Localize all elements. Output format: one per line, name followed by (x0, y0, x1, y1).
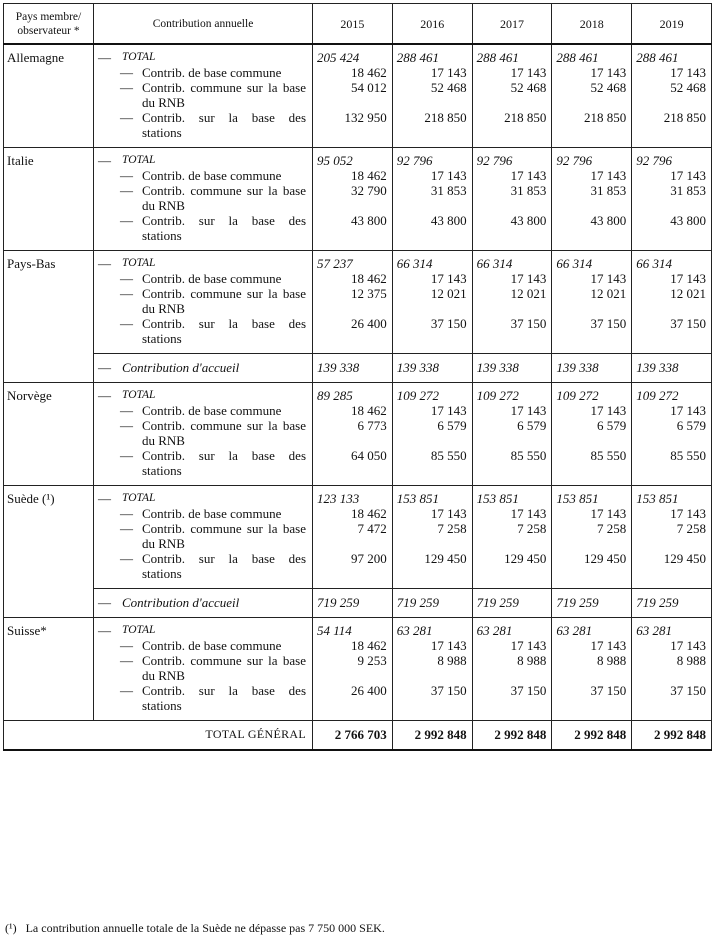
grand-total-cell: 2 766 703 (313, 721, 393, 751)
table-cell: 43 800 (313, 213, 393, 251)
row-label (94, 44, 313, 65)
row-label-wrap (94, 595, 312, 610)
table-cell: 17 143 (472, 403, 552, 418)
table-cell: 8 988 (552, 653, 632, 683)
row-label-text: TOTAL (122, 257, 156, 269)
table-cell: 218 850 (392, 110, 472, 148)
table-cell: 218 850 (472, 110, 552, 148)
header-row (4, 4, 712, 45)
row-label-wrap (94, 623, 312, 638)
table-cell: 92 796 (472, 148, 552, 169)
table-row (4, 418, 712, 448)
table-cell: 153 851 (472, 486, 552, 507)
table-row (4, 618, 712, 639)
table-cell: 37 150 (552, 683, 632, 721)
row-label-wrap (94, 183, 312, 213)
table-cell: 12 021 (392, 286, 472, 316)
row-label-text: TOTAL (122, 624, 156, 636)
row-label (94, 354, 313, 383)
table-cell: 17 143 (472, 506, 552, 521)
row-label-wrap (94, 418, 312, 448)
table-cell: 31 853 (632, 183, 712, 213)
table-cell: 63 281 (472, 618, 552, 639)
table-cell: 18 462 (313, 638, 393, 653)
table-row (4, 286, 712, 316)
table-cell: 17 143 (392, 638, 472, 653)
dash-mark: — (120, 653, 133, 668)
row-label-wrap (94, 388, 312, 403)
table-cell: 85 550 (392, 448, 472, 486)
table-cell: 7 258 (472, 521, 552, 551)
table-cell: 129 450 (632, 551, 712, 589)
table-cell: 37 150 (472, 683, 552, 721)
table-cell: 92 796 (632, 148, 712, 169)
table-cell: 43 800 (472, 213, 552, 251)
row-label-text: Contrib. sur la base des stations (142, 448, 306, 478)
header-contribution: Contribution annuelle (94, 4, 313, 45)
table-row (4, 110, 712, 148)
table-cell: 32 790 (313, 183, 393, 213)
table-row (4, 589, 712, 618)
table-cell: 66 314 (472, 251, 552, 272)
table-cell: 52 468 (472, 80, 552, 110)
row-label-text: Contrib. sur la base des stations (142, 683, 306, 713)
table-cell: 66 314 (392, 251, 472, 272)
table-cell: 85 550 (632, 448, 712, 486)
dash-mark: — (120, 683, 133, 698)
footnote (5, 921, 385, 936)
table-cell: 153 851 (552, 486, 632, 507)
row-label-text: Contrib. de base commune (142, 403, 282, 418)
table-cell: 17 143 (472, 65, 552, 80)
row-label (94, 448, 313, 486)
row-label-text: Contribution d'accueil (122, 595, 240, 610)
row-label-wrap (94, 271, 312, 286)
table-cell: 54 012 (313, 80, 393, 110)
dash-mark: — (120, 65, 133, 80)
grand-total-label: TOTAL GÉNÉRAL (4, 721, 313, 751)
row-label-text: Contrib. de base commune (142, 65, 282, 80)
row-label-wrap (94, 50, 312, 65)
table-cell: 288 461 (392, 44, 472, 65)
table-cell: 37 150 (632, 683, 712, 721)
header-year: 2017 (472, 4, 552, 45)
grand-total-cell: 2 992 848 (632, 721, 712, 751)
table-row (4, 251, 712, 272)
row-label (94, 383, 313, 404)
dash-mark: — (120, 316, 133, 331)
table-cell: 8 988 (472, 653, 552, 683)
table-cell: 6 579 (552, 418, 632, 448)
table-cell: 17 143 (552, 271, 632, 286)
table-cell: 17 143 (552, 65, 632, 80)
table-cell: 37 150 (552, 316, 632, 354)
dash-mark: — (120, 551, 133, 566)
table-cell: 6 773 (313, 418, 393, 448)
dash-mark: — (98, 256, 111, 271)
row-label-text: Contrib. de base commune (142, 638, 282, 653)
contribution-table (3, 3, 712, 751)
dash-mark: — (120, 448, 133, 463)
row-label-text: Contrib. de base commune (142, 506, 282, 521)
table-cell: 129 450 (472, 551, 552, 589)
table-cell: 12 021 (632, 286, 712, 316)
table-row (4, 354, 712, 383)
dash-mark: — (98, 388, 111, 403)
row-label-text: Contrib. commune sur la base du RNB (142, 183, 306, 213)
table-cell: 26 400 (313, 316, 393, 354)
table-cell: 17 143 (392, 506, 472, 521)
table-row (4, 403, 712, 418)
grand-total-row (4, 721, 712, 751)
table-row (4, 80, 712, 110)
table-cell: 43 800 (552, 213, 632, 251)
row-label-text: Contrib. de base commune (142, 168, 282, 183)
table-cell: 12 021 (472, 286, 552, 316)
row-label-text: Contrib. sur la base des stations (142, 551, 306, 581)
table-cell: 288 461 (632, 44, 712, 65)
row-label-wrap (94, 360, 312, 375)
table-cell: 92 796 (552, 148, 632, 169)
table-cell: 7 258 (552, 521, 632, 551)
row-label (94, 286, 313, 316)
row-label-text: TOTAL (122, 154, 156, 166)
row-label-text: Contrib. commune sur la base du RNB (142, 80, 306, 110)
table-cell: 132 950 (313, 110, 393, 148)
table-cell: 153 851 (632, 486, 712, 507)
table-cell: 719 259 (392, 589, 472, 618)
table-cell: 54 114 (313, 618, 393, 639)
table-cell: 17 143 (392, 403, 472, 418)
dash-mark: — (120, 286, 133, 301)
row-label-text: TOTAL (122, 492, 156, 504)
footnote-marker: (¹) (5, 921, 17, 935)
table-cell: 129 450 (392, 551, 472, 589)
row-label-wrap (94, 256, 312, 271)
row-label-wrap (94, 110, 312, 140)
table-cell: 8 988 (392, 653, 472, 683)
row-label (94, 403, 313, 418)
table-cell: 139 338 (632, 354, 712, 383)
table-row (4, 638, 712, 653)
table-cell: 52 468 (392, 80, 472, 110)
footnote-text: La contribution annuelle totale de la Suède ne dépasse pas 7 750 000 SEK. (25, 921, 385, 935)
dash-mark: — (120, 403, 133, 418)
table-row (4, 148, 712, 169)
table-cell: 109 272 (392, 383, 472, 404)
row-label-text: Contrib. de base commune (142, 271, 282, 286)
table-row (4, 168, 712, 183)
table-cell: 17 143 (392, 168, 472, 183)
table-cell: 18 462 (313, 65, 393, 80)
country-name: Suisse* (4, 618, 94, 721)
dash-mark: — (120, 271, 133, 286)
row-label (94, 551, 313, 589)
table-cell: 719 259 (632, 589, 712, 618)
row-label (94, 653, 313, 683)
table-cell: 37 150 (472, 316, 552, 354)
row-label-text: TOTAL (122, 389, 156, 401)
grand-total-cell: 2 992 848 (392, 721, 472, 751)
table-cell: 7 258 (392, 521, 472, 551)
table-cell: 63 281 (392, 618, 472, 639)
row-label-text: Contrib. commune sur la base du RNB (142, 286, 306, 316)
header-year: 2019 (632, 4, 712, 45)
table-cell: 218 850 (632, 110, 712, 148)
table-cell: 109 272 (632, 383, 712, 404)
table-cell: 31 853 (552, 183, 632, 213)
row-label (94, 168, 313, 183)
table-cell: 17 143 (472, 638, 552, 653)
table-row (4, 448, 712, 486)
table-row (4, 506, 712, 521)
row-label-wrap (94, 638, 312, 653)
row-label-wrap (94, 403, 312, 418)
row-label-wrap (94, 683, 312, 713)
table-cell: 43 800 (392, 213, 472, 251)
table-cell: 17 143 (392, 271, 472, 286)
row-label (94, 521, 313, 551)
table-cell: 9 253 (313, 653, 393, 683)
table-cell: 64 050 (313, 448, 393, 486)
table-row (4, 271, 712, 286)
row-label-wrap (94, 521, 312, 551)
header-year: 2018 (552, 4, 632, 45)
table-cell: 109 272 (552, 383, 632, 404)
dash-mark: — (120, 183, 133, 198)
country-name: Suède (¹) (4, 486, 94, 618)
table-cell: 205 424 (313, 44, 393, 65)
table-cell: 719 259 (472, 589, 552, 618)
table-cell: 6 579 (632, 418, 712, 448)
row-label (94, 251, 313, 272)
table-cell: 17 143 (632, 168, 712, 183)
table-cell: 31 853 (472, 183, 552, 213)
table-cell: 85 550 (472, 448, 552, 486)
row-label (94, 80, 313, 110)
row-label-wrap (94, 653, 312, 683)
table-cell: 139 338 (552, 354, 632, 383)
table-cell: 52 468 (552, 80, 632, 110)
table-cell: 17 143 (392, 65, 472, 80)
table-row (4, 551, 712, 589)
table-cell: 63 281 (632, 618, 712, 639)
table-cell: 66 314 (552, 251, 632, 272)
table-cell: 37 150 (392, 683, 472, 721)
row-label (94, 316, 313, 354)
row-label (94, 110, 313, 148)
table-cell: 218 850 (552, 110, 632, 148)
dash-mark: — (98, 360, 111, 375)
table-cell: 37 150 (632, 316, 712, 354)
row-label-wrap (94, 80, 312, 110)
row-label (94, 148, 313, 169)
table-cell: 97 200 (313, 551, 393, 589)
table-cell: 17 143 (552, 168, 632, 183)
row-label (94, 683, 313, 721)
table-cell: 17 143 (632, 65, 712, 80)
table-cell: 95 052 (313, 148, 393, 169)
table-cell: 92 796 (392, 148, 472, 169)
row-label-text: Contrib. sur la base des stations (142, 110, 306, 140)
row-label-wrap (94, 65, 312, 80)
table-row (4, 44, 712, 65)
row-label (94, 271, 313, 286)
dash-mark: — (120, 213, 133, 228)
row-label-wrap (94, 491, 312, 506)
table-cell: 17 143 (472, 168, 552, 183)
row-label (94, 418, 313, 448)
row-label-wrap (94, 316, 312, 346)
table-row (4, 316, 712, 354)
table-cell: 17 143 (552, 403, 632, 418)
row-label (94, 65, 313, 80)
row-label (94, 638, 313, 653)
table-cell: 139 338 (472, 354, 552, 383)
table-body (4, 44, 712, 750)
dash-mark: — (98, 491, 111, 506)
row-label (94, 618, 313, 639)
table-cell: 8 988 (632, 653, 712, 683)
table-cell: 26 400 (313, 683, 393, 721)
header-year: 2015 (313, 4, 393, 45)
table-cell: 719 259 (552, 589, 632, 618)
row-label-text: Contribution d'accueil (122, 360, 240, 375)
row-label-wrap (94, 448, 312, 478)
table-cell: 153 851 (392, 486, 472, 507)
dash-mark: — (98, 153, 111, 168)
grand-total-cell: 2 992 848 (552, 721, 632, 751)
table-row (4, 183, 712, 213)
table-row (4, 65, 712, 80)
row-label-wrap (94, 153, 312, 168)
table-row (4, 486, 712, 507)
header-year: 2016 (392, 4, 472, 45)
table-cell: 288 461 (472, 44, 552, 65)
table-cell: 57 237 (313, 251, 393, 272)
table-cell: 288 461 (552, 44, 632, 65)
country-name: Norvège (4, 383, 94, 486)
dash-mark: — (120, 110, 133, 125)
table-cell: 18 462 (313, 271, 393, 286)
table-row (4, 653, 712, 683)
row-label (94, 183, 313, 213)
table-cell: 109 272 (472, 383, 552, 404)
table-cell: 123 133 (313, 486, 393, 507)
row-label-text: Contrib. commune sur la base du RNB (142, 653, 306, 683)
table-cell: 17 143 (632, 638, 712, 653)
table-row (4, 213, 712, 251)
header-country: Pays membre/ observateur * (4, 4, 94, 45)
row-label-text: Contrib. sur la base des stations (142, 213, 306, 243)
row-label-text: Contrib. commune sur la base du RNB (142, 521, 306, 551)
table-cell: 129 450 (552, 551, 632, 589)
row-label-wrap (94, 168, 312, 183)
table-cell: 17 143 (472, 271, 552, 286)
dash-mark: — (120, 80, 133, 95)
dash-mark: — (120, 506, 133, 521)
row-label-wrap (94, 286, 312, 316)
dash-mark: — (120, 168, 133, 183)
row-label-wrap (94, 506, 312, 521)
row-label-text: TOTAL (122, 51, 156, 63)
table-cell: 139 338 (392, 354, 472, 383)
table-row (4, 521, 712, 551)
table-row (4, 683, 712, 721)
dash-mark: — (120, 418, 133, 433)
table-cell: 17 143 (552, 506, 632, 521)
table-cell: 17 143 (632, 271, 712, 286)
table-cell: 85 550 (552, 448, 632, 486)
table-cell: 17 143 (632, 403, 712, 418)
table-cell: 6 579 (472, 418, 552, 448)
dash-mark: — (98, 623, 111, 638)
row-label-text: Contrib. commune sur la base du RNB (142, 418, 306, 448)
table-row (4, 383, 712, 404)
table-cell: 43 800 (632, 213, 712, 251)
table-cell: 37 150 (392, 316, 472, 354)
dash-mark: — (98, 50, 111, 65)
table-cell: 31 853 (392, 183, 472, 213)
table-cell: 719 259 (313, 589, 393, 618)
table-cell: 17 143 (632, 506, 712, 521)
table-cell: 18 462 (313, 168, 393, 183)
table-cell: 7 258 (632, 521, 712, 551)
table-cell: 18 462 (313, 506, 393, 521)
country-name: Allemagne (4, 44, 94, 148)
country-name: Italie (4, 148, 94, 251)
dash-mark: — (120, 638, 133, 653)
row-label (94, 589, 313, 618)
row-label-wrap (94, 551, 312, 581)
dash-mark: — (120, 521, 133, 536)
table-cell: 6 579 (392, 418, 472, 448)
grand-total-cell: 2 992 848 (472, 721, 552, 751)
table-cell: 66 314 (632, 251, 712, 272)
country-name: Pays-Bas (4, 251, 94, 383)
table-cell: 139 338 (313, 354, 393, 383)
table-cell: 12 375 (313, 286, 393, 316)
dash-mark: — (98, 595, 111, 610)
table-cell: 18 462 (313, 403, 393, 418)
row-label-text: Contrib. sur la base des stations (142, 316, 306, 346)
table-cell: 89 285 (313, 383, 393, 404)
table-cell: 63 281 (552, 618, 632, 639)
table-cell: 12 021 (552, 286, 632, 316)
row-label (94, 486, 313, 507)
table-cell: 7 472 (313, 521, 393, 551)
table-cell: 52 468 (632, 80, 712, 110)
row-label (94, 213, 313, 251)
row-label (94, 506, 313, 521)
row-label-wrap (94, 213, 312, 243)
table-cell: 17 143 (552, 638, 632, 653)
